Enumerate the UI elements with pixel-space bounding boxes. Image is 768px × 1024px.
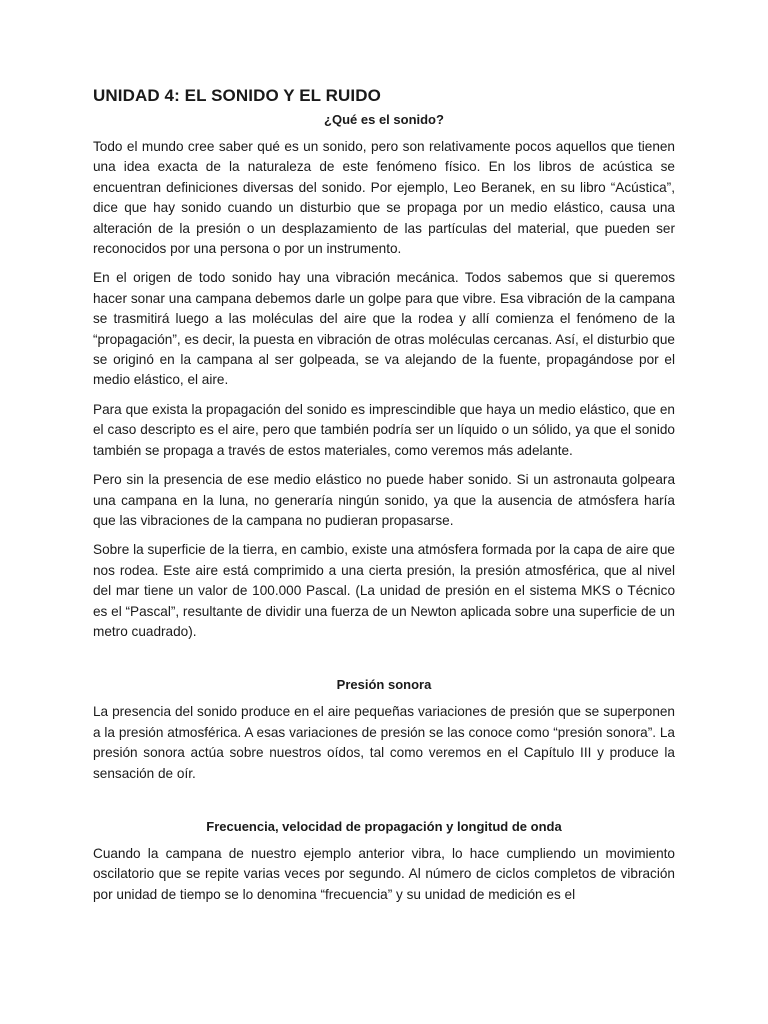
section-spacer <box>93 793 675 819</box>
paragraph: Todo el mundo cree saber qué es un sonido, pero son relativamente pocos aquellos que tienen una idea exacta de la naturaleza de este fenómeno físico. En los libros de acústica se encuentran definiciones diversas del sonido. Por ejemplo, Leo Beranek, en su libro “Acústica”, dice que hay sonido cuando un disturbio que se propaga por un medio elástico, causa una alteración de la presión o un desplazamiento de las partículas del material, que pueden ser reconocidos por una persona o por un instrumento. <box>93 139 675 257</box>
document-page <box>93 86 675 914</box>
paragraph: Pero sin la presencia de ese medio elástico no puede haber sonido. Si un astronauta golpeara una campana en la luna, no generaría ningún sonido, ya que la ausencia de atmósfera haría que las vibraciones de la campana no pudieran propasarse. <box>93 472 675 528</box>
document-title: UNIDAD 4: EL SONIDO Y EL RUIDO <box>93 86 381 105</box>
paragraph: La presencia del sonido produce en el aire pequeñas variaciones de presión que se superponen a la presión atmosférica. A esas variaciones de presión se las conoce como “presión sonora”. La presión sonora actúa sobre nuestros oídos, tal como veremos en el Capítulo III y produce la sensación de oír. <box>93 704 675 781</box>
paragraph: En el origen de todo sonido hay una vibración mecánica. Todos sabemos que si queremos hacer sonar una campana debemos darle un golpe para que vibre. Esa vibración de la campana se trasmitirá luego a las moléculas del aire que la rodea y allí comienza el fenómeno de la “propagación”, es decir, la puesta en vibración de otras moléculas cercanas. Así, el disturbio que se originó en la campana al ser golpeada, se va alejando de la fuente, propagándose por el medio elástico, el aire. <box>93 270 675 388</box>
paragraph: Para que exista la propagación del sonido es imprescindible que haya un medio elástico, que en el caso descripto es el aire, pero que también podría ser un líquido o un sólido, ya que el sonido también se propaga a través de estos materiales, como veremos más adelante. <box>93 401 675 458</box>
section-spacer <box>93 651 675 677</box>
section-que-es-el-sonido <box>93 112 675 642</box>
paragraph: Cuando la campana de nuestro ejemplo anterior vibra, lo hace cumpliendo un movimiento oscilatorio que se repite varias veces por segundo. Al número de ciclos completos de vibración por unidad de tiempo se lo denomina “frecuencia” y su unidad de medición es el <box>93 845 675 902</box>
section-frecuencia <box>93 819 675 905</box>
section-heading: Frecuencia, velocidad de propagación y longitud de onda <box>206 818 562 834</box>
paragraph: Sobre la superficie de la tierra, en cambio, existe una atmósfera formada por la capa de aire que nos rodea. Este aire está comprimido a una cierta presión, la presión atmosférica, que al nivel del mar tiene un valor de 100.000 Pascal. (La unidad de presión en el sistema MKS o Técnico es el “Pascal”, resultante de dividir una fuerza de un Newton aplicada sobre una superficie de un metro cuadrado). <box>93 542 675 639</box>
section-heading: Presión sonora <box>336 677 432 693</box>
section-presion-sonora <box>93 677 675 784</box>
section-heading: ¿Qué es el sonido? <box>324 112 444 127</box>
